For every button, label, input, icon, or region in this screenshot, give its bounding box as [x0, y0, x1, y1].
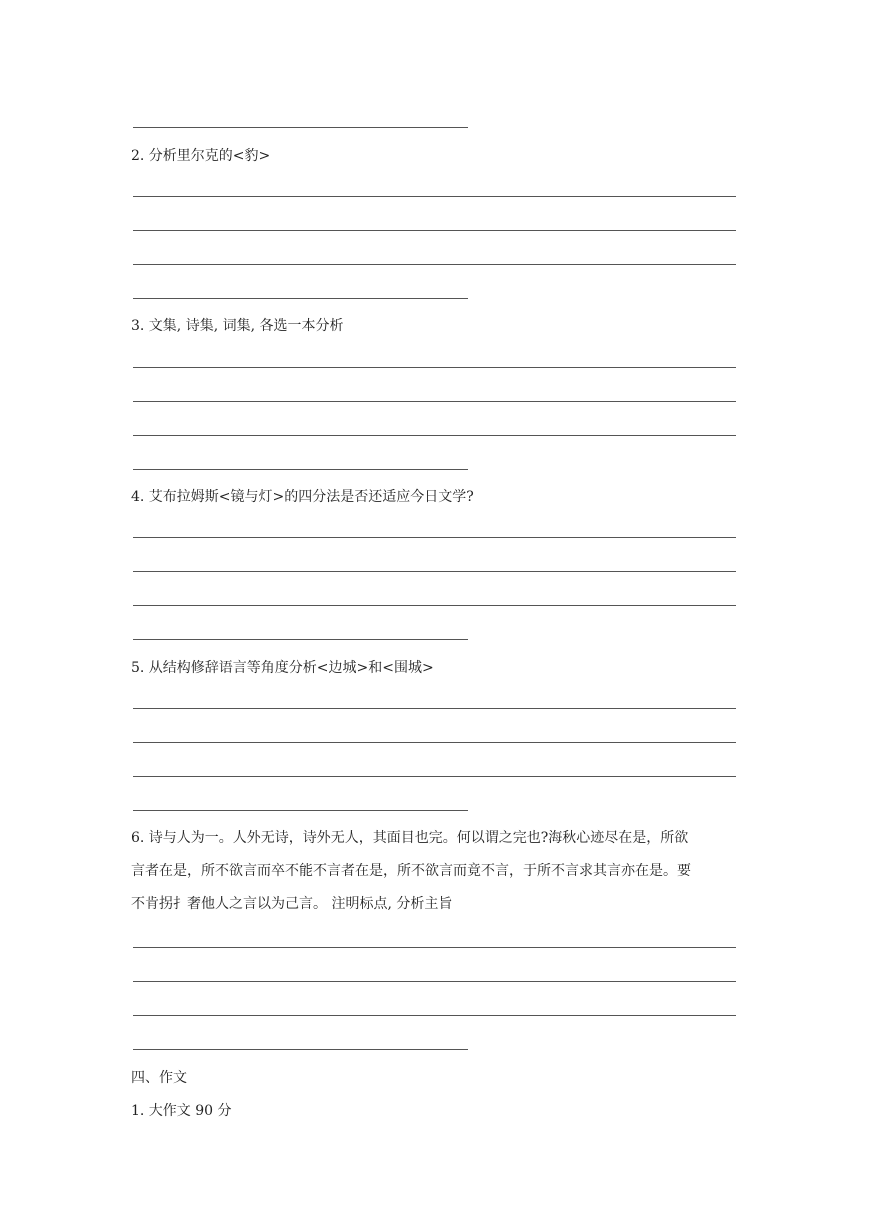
answer-line — [133, 401, 736, 402]
answer-line — [133, 264, 736, 265]
answer-line — [133, 1015, 736, 1016]
section-heading: 四、作文 — [131, 1070, 187, 1086]
question-6-line: 言者在是，所不欲言而卒不能不言者在是，所不欲言而竟不言，于所不言求其言亦在是。要 — [131, 863, 691, 879]
answer-line — [133, 1049, 468, 1050]
answer-line — [133, 947, 736, 948]
answer-line — [133, 776, 736, 777]
question-2: 2. 分析里尔克的<豹> — [131, 148, 271, 164]
answer-line — [133, 230, 736, 231]
answer-line — [133, 981, 736, 982]
answer-line — [133, 605, 736, 606]
answer-line — [133, 367, 736, 368]
answer-line — [133, 708, 736, 709]
question-4: 4. 艾布拉姆斯<镜与灯>的四分法是否还适应今日文学? — [131, 489, 474, 505]
question-6-line: 不肯拐扌奢他人之言以为己言。 注明标点, 分析主旨 — [131, 896, 453, 912]
answer-line — [133, 537, 736, 538]
answer-line — [133, 571, 736, 572]
answer-line — [133, 639, 468, 640]
question-6 — [131, 822, 743, 921]
answer-line — [133, 127, 468, 128]
answer-line — [133, 469, 468, 470]
question-5: 5. 从结构修辞语言等角度分析<边城>和<围城> — [131, 660, 434, 676]
answer-line — [133, 742, 736, 743]
answer-line — [133, 196, 736, 197]
question-3: 3. 文集, 诗集, 词集, 各选一本分析 — [131, 318, 344, 334]
answer-line — [133, 810, 468, 811]
essay-item: 1. 大作文 90 分 — [131, 1103, 232, 1119]
answer-line — [133, 298, 468, 299]
answer-line — [133, 435, 736, 436]
question-6-line: 6. 诗与人为一。人外无诗，诗外无人，其面目也完。何以谓之完也?海秋心迹尽在是，所欲 — [131, 830, 689, 846]
